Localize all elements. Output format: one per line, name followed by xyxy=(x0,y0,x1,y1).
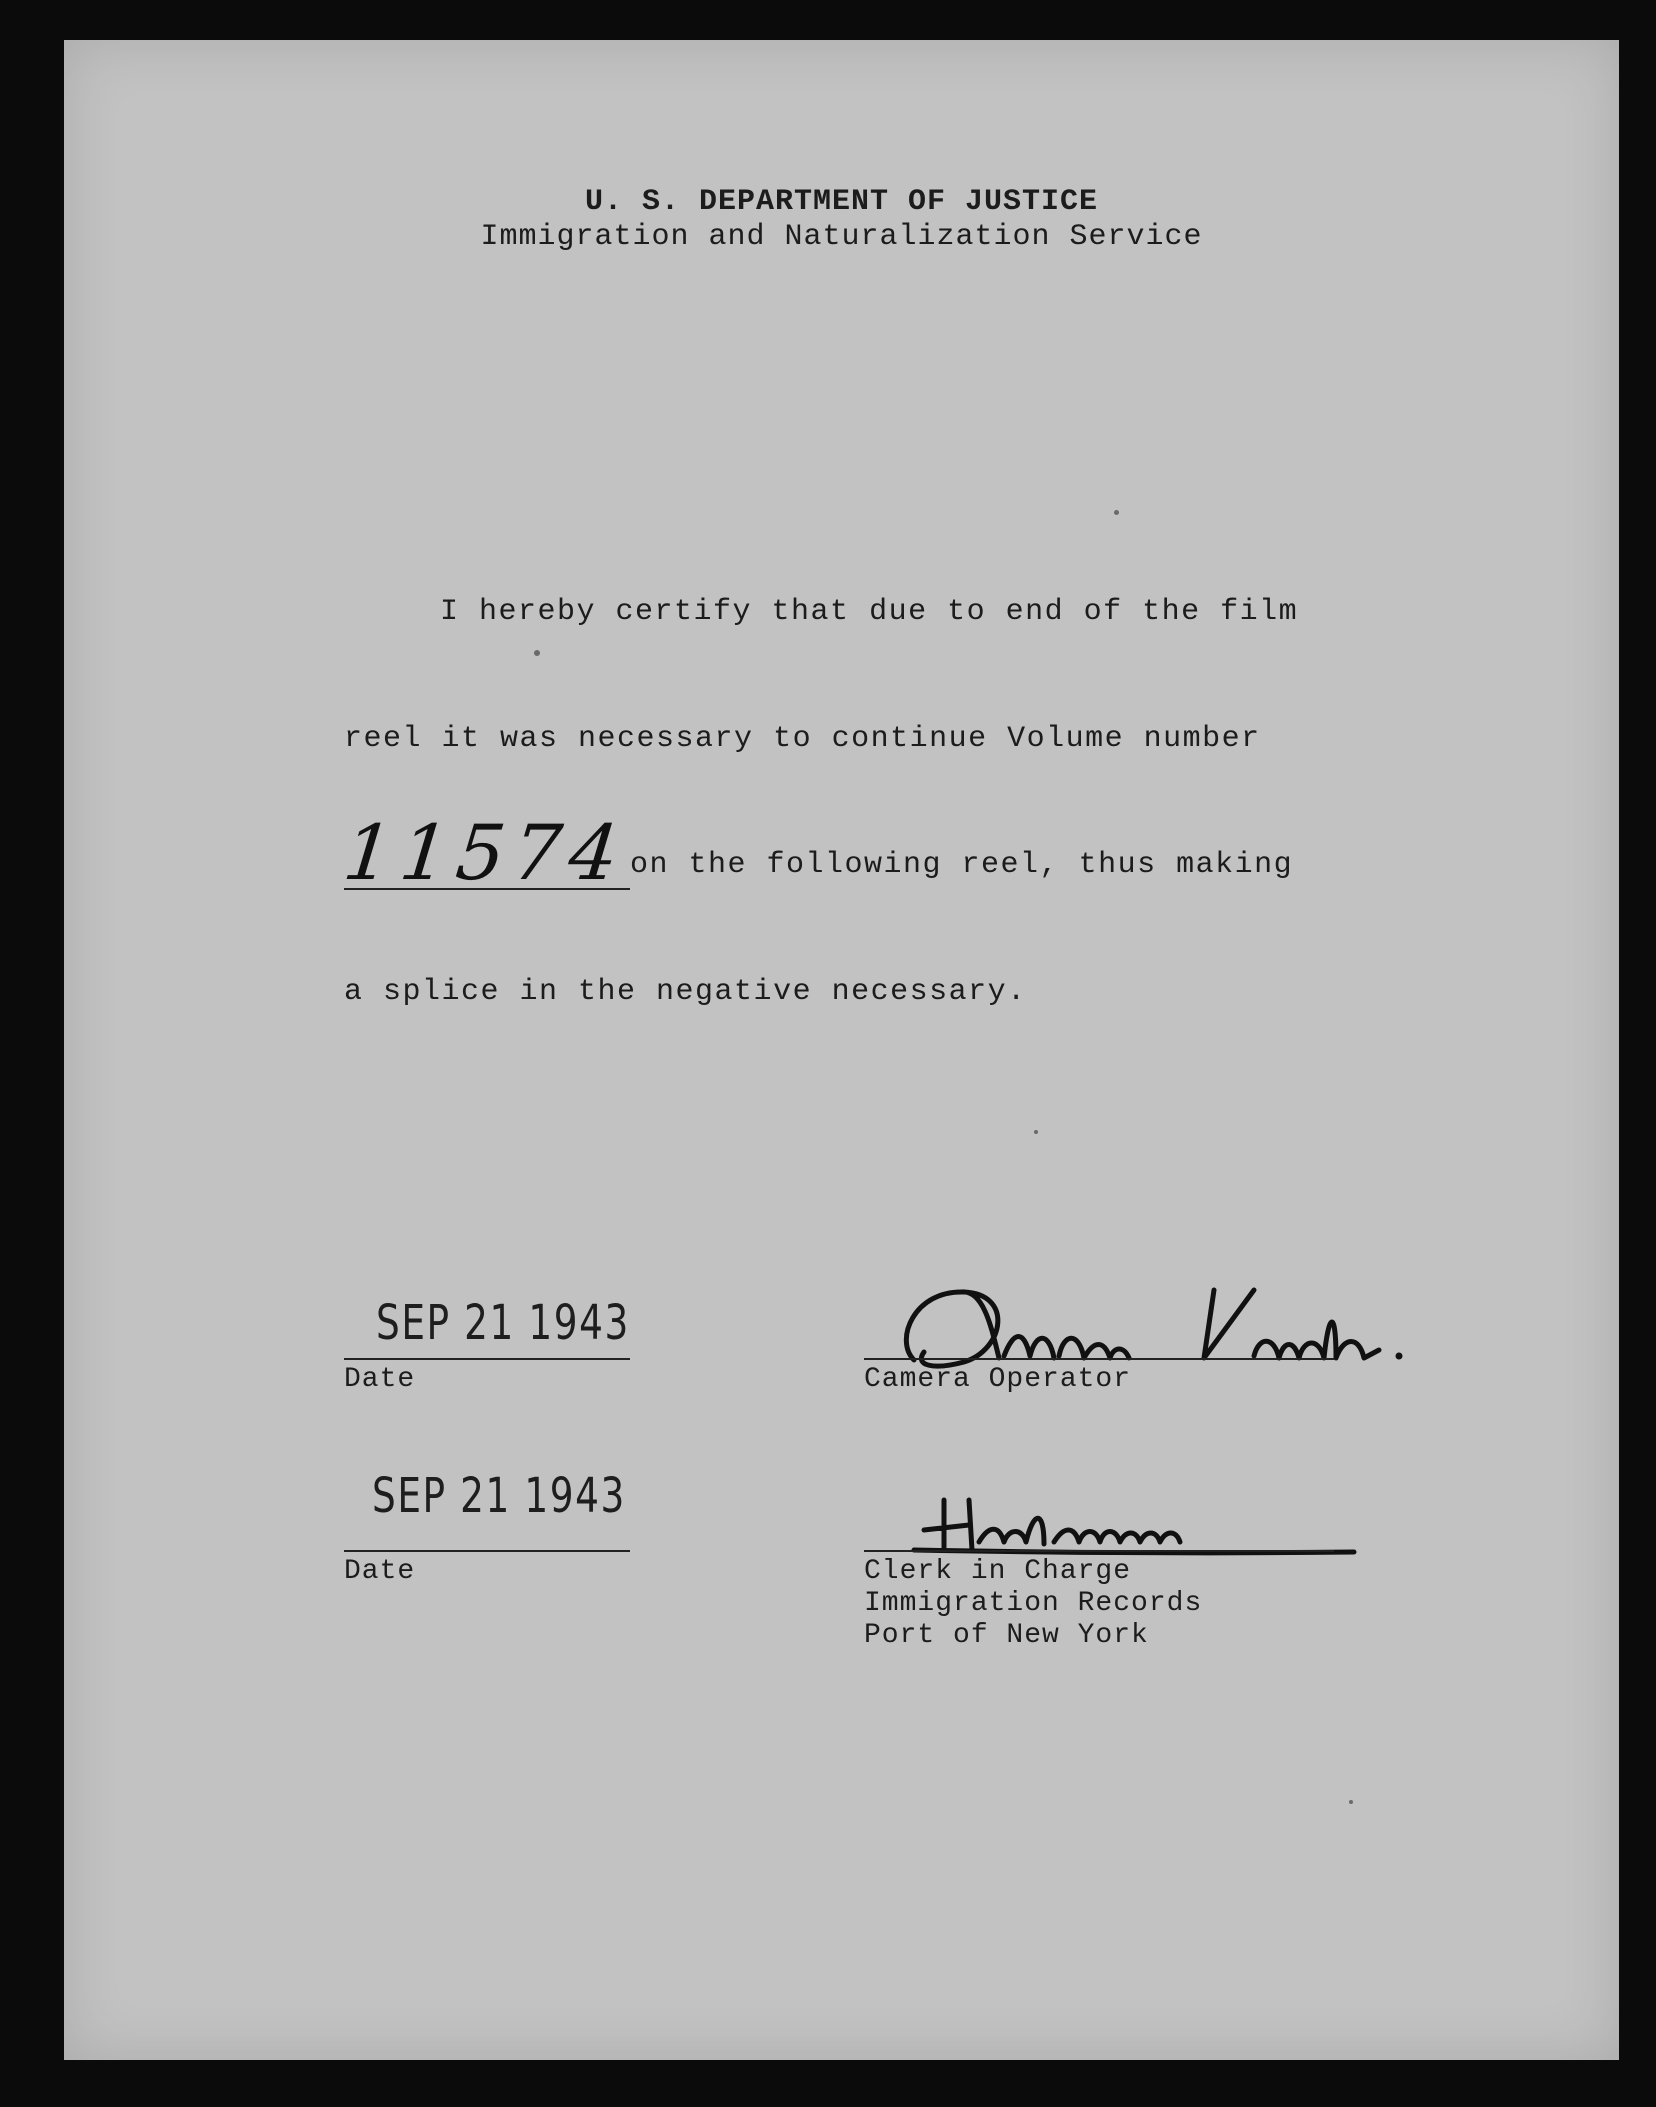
volume-number-handwritten: 11574 xyxy=(339,808,631,897)
date-line-operator xyxy=(344,1358,630,1360)
date-stamp-clerk: SEP 21 1943 xyxy=(372,1468,626,1524)
date-stamp-operator: SEP 21 1943 xyxy=(376,1295,630,1351)
signature-line-clerk xyxy=(864,1550,1334,1552)
paper-speck xyxy=(1034,1130,1038,1134)
certification-line-4: a splice in the negative necessary. xyxy=(344,975,1027,1009)
paper-speck xyxy=(1114,510,1119,515)
clerk-title-line-2: Immigration Records xyxy=(864,1588,1203,1619)
date-label-clerk: Date xyxy=(344,1556,416,1587)
clerk-title-line-3: Port of New York xyxy=(864,1620,1149,1651)
document-page xyxy=(64,40,1619,2060)
camera-operator-label: Camera Operator xyxy=(864,1364,1132,1395)
volume-number-underline xyxy=(344,888,630,890)
header-service: Immigration and Naturalization Service xyxy=(480,220,1203,254)
date-label-operator: Date xyxy=(344,1364,416,1395)
certification-line-2: reel it was necessary to continue Volume number xyxy=(344,722,1261,756)
header-department: U. S. DEPARTMENT OF JUSTICE xyxy=(584,185,1099,219)
clerk-title-line-1: Clerk in Charge xyxy=(864,1556,1132,1587)
signature-line-operator xyxy=(864,1358,1334,1360)
date-line-clerk xyxy=(344,1550,630,1552)
paper-speck xyxy=(534,650,540,656)
certification-line-3: on the following reel, thus making xyxy=(630,848,1294,882)
paper-speck xyxy=(1349,1800,1353,1804)
certification-line-1: I hereby certify that due to end of the film xyxy=(440,595,1299,629)
